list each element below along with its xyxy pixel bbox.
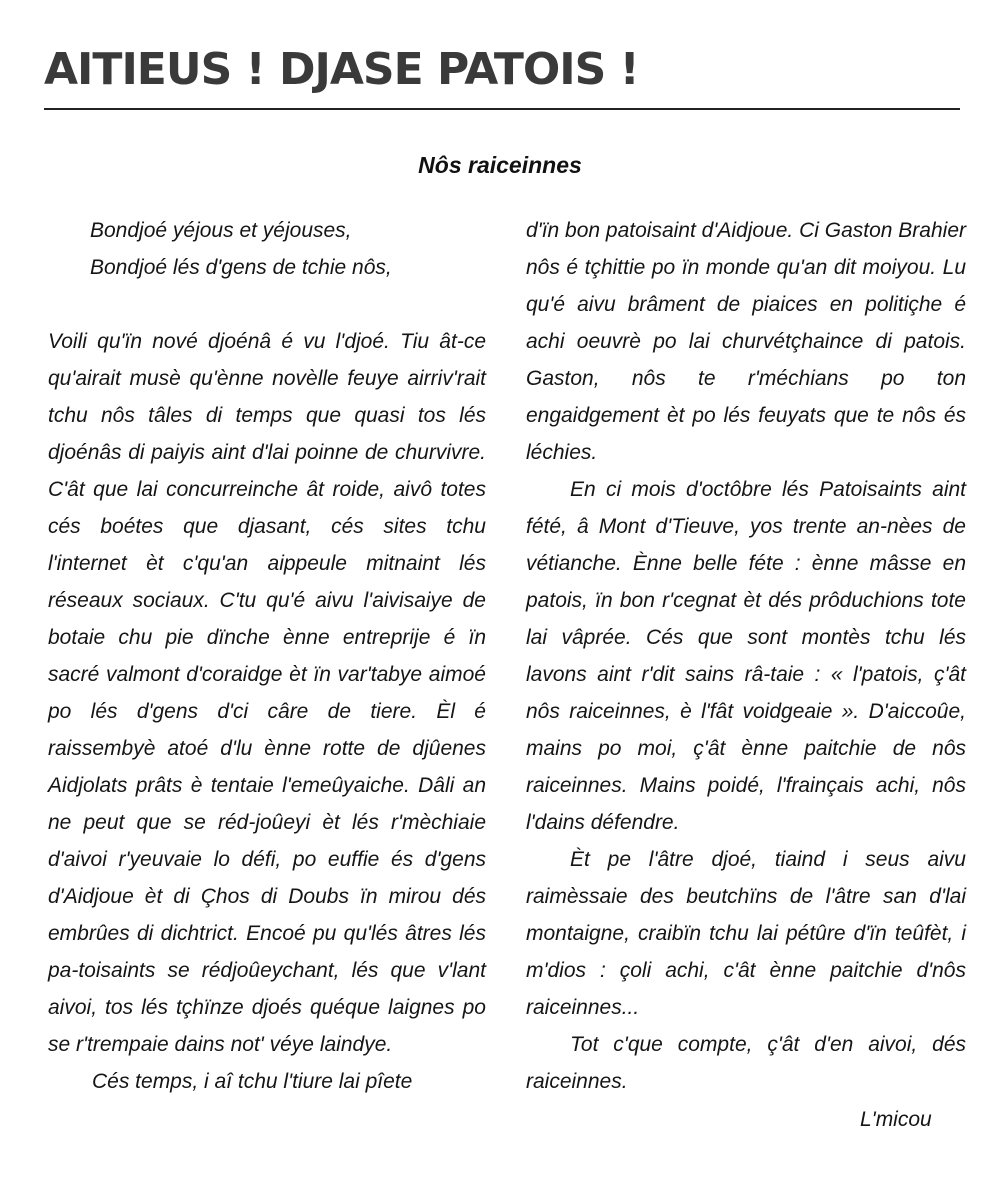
paragraph-mountain: Èt pe l'âtre djoé, tiaind i seus aivu raimèssaie des beutchïns de l'âtre san d'lai montaigne, craibïn tchu lai pétûre d'ïn teûfèt, i m'dios : çoli achi, c'ât ènne paitchie d'nôs raiceinnes... [526,848,966,1019]
article-subtitle: Nôs raiceinnes [418,152,582,178]
greeting-line-2: Bondjoé lés d'gens de tchie nôs, [90,256,392,279]
paragraph-conclusion: Tot c'que compte, ç'ât d'en aivoi, dés raiceinnes. [526,1033,966,1093]
paragraph-gaston-end: d'ïn bon patoisaint d'Aidjoue. Ci Gaston Brahier nôs é tçhittie po ïn monde qu'an dit moiyou. Lu qu'é aivu brâment de piaices en politiçhe é achi oeuvrè po lai churvétçhaince di patois. Gaston, nôs te r'méchians po ton engaidgement èt po lés feuyats que te nôs és léchies. [526,219,966,464]
right-column [526,212,966,1100]
greeting [48,212,486,286]
article-headline: AITIEUS ! DJASE PATOIS ! [44,44,639,95]
greeting-line-1: Bondjoé yéjous et yéjouses, [90,219,352,242]
paragraph-gaston-start: Cés temps, i aî tchu l'tiure lai pîete [92,1070,413,1093]
author-signature: L'micou [860,1108,932,1131]
headline-divider [44,108,960,110]
left-column [48,212,486,1100]
paragraph-anniversary: En ci mois d'octôbre lés Patoisaints aint fété, â Mont d'Tieuve, yos trente an-nèes de vétianche. Ènne belle féte : ènne mâsse en patois, ïn bon r'cegnat èt dés prôduchions tote lai vâprée. Cés que sont montès tchu lés lavons aint r'dit sains râ-taie : « l'patois, ç'ât nôs raiceinnes, è l'fât voidgeaie ». D'aiccoûe, mains po moi, ç'ât ènne paitchie de nôs raiceinnes. Mains poidé, l'frainçais achi, nôs l'dains défendre. [526,478,966,834]
paragraph-intro: Voili qu'ïn nové djoénâ é vu l'djoé. Tiu ât-ce qu'airait musè qu'ènne novèlle feuye airriv'rait tchu nôs tâles di temps que quasi tos lés djoénâs di paiyis aint d'lai poinne de churvivre. C'ât que lai concurreinche ât roide, aivô totes cés boétes que djasant, cés sites tchu l'internet èt c'qu'an aippeule mitnaint lés réseaux sociaux. C'tu qu'é aivu l'aivisaiye de botaie chu pie dïnche ènne entreprije é ïn sacré valmont d'coraidge èt ïn var'tabye aimoé po lés d'gens d'ci câre de tiere. Èl é raissembyè atoé d'lu ènne rotte de djûenes Aidjolats prâts è tentaie l'emeûyaiche. Dâli an ne peut que se réd-joûeyi èt lés r'mèchiaie d'aivoi r'yeuvaie lo défi, po euffie és d'gens d'Aidjoue èt di Çhos di Doubs ïn mirou dés embrûes di dichtrict. Encoé pu qu'lés âtres lés pa-toisaints se rédjoûeychant, lés que v'lant aivoi, tos lés tçhïnze djoés quéque laignes po se r'trempaie dains not' véye laindye. [48,330,486,1056]
greeting-spacer [48,286,486,323]
